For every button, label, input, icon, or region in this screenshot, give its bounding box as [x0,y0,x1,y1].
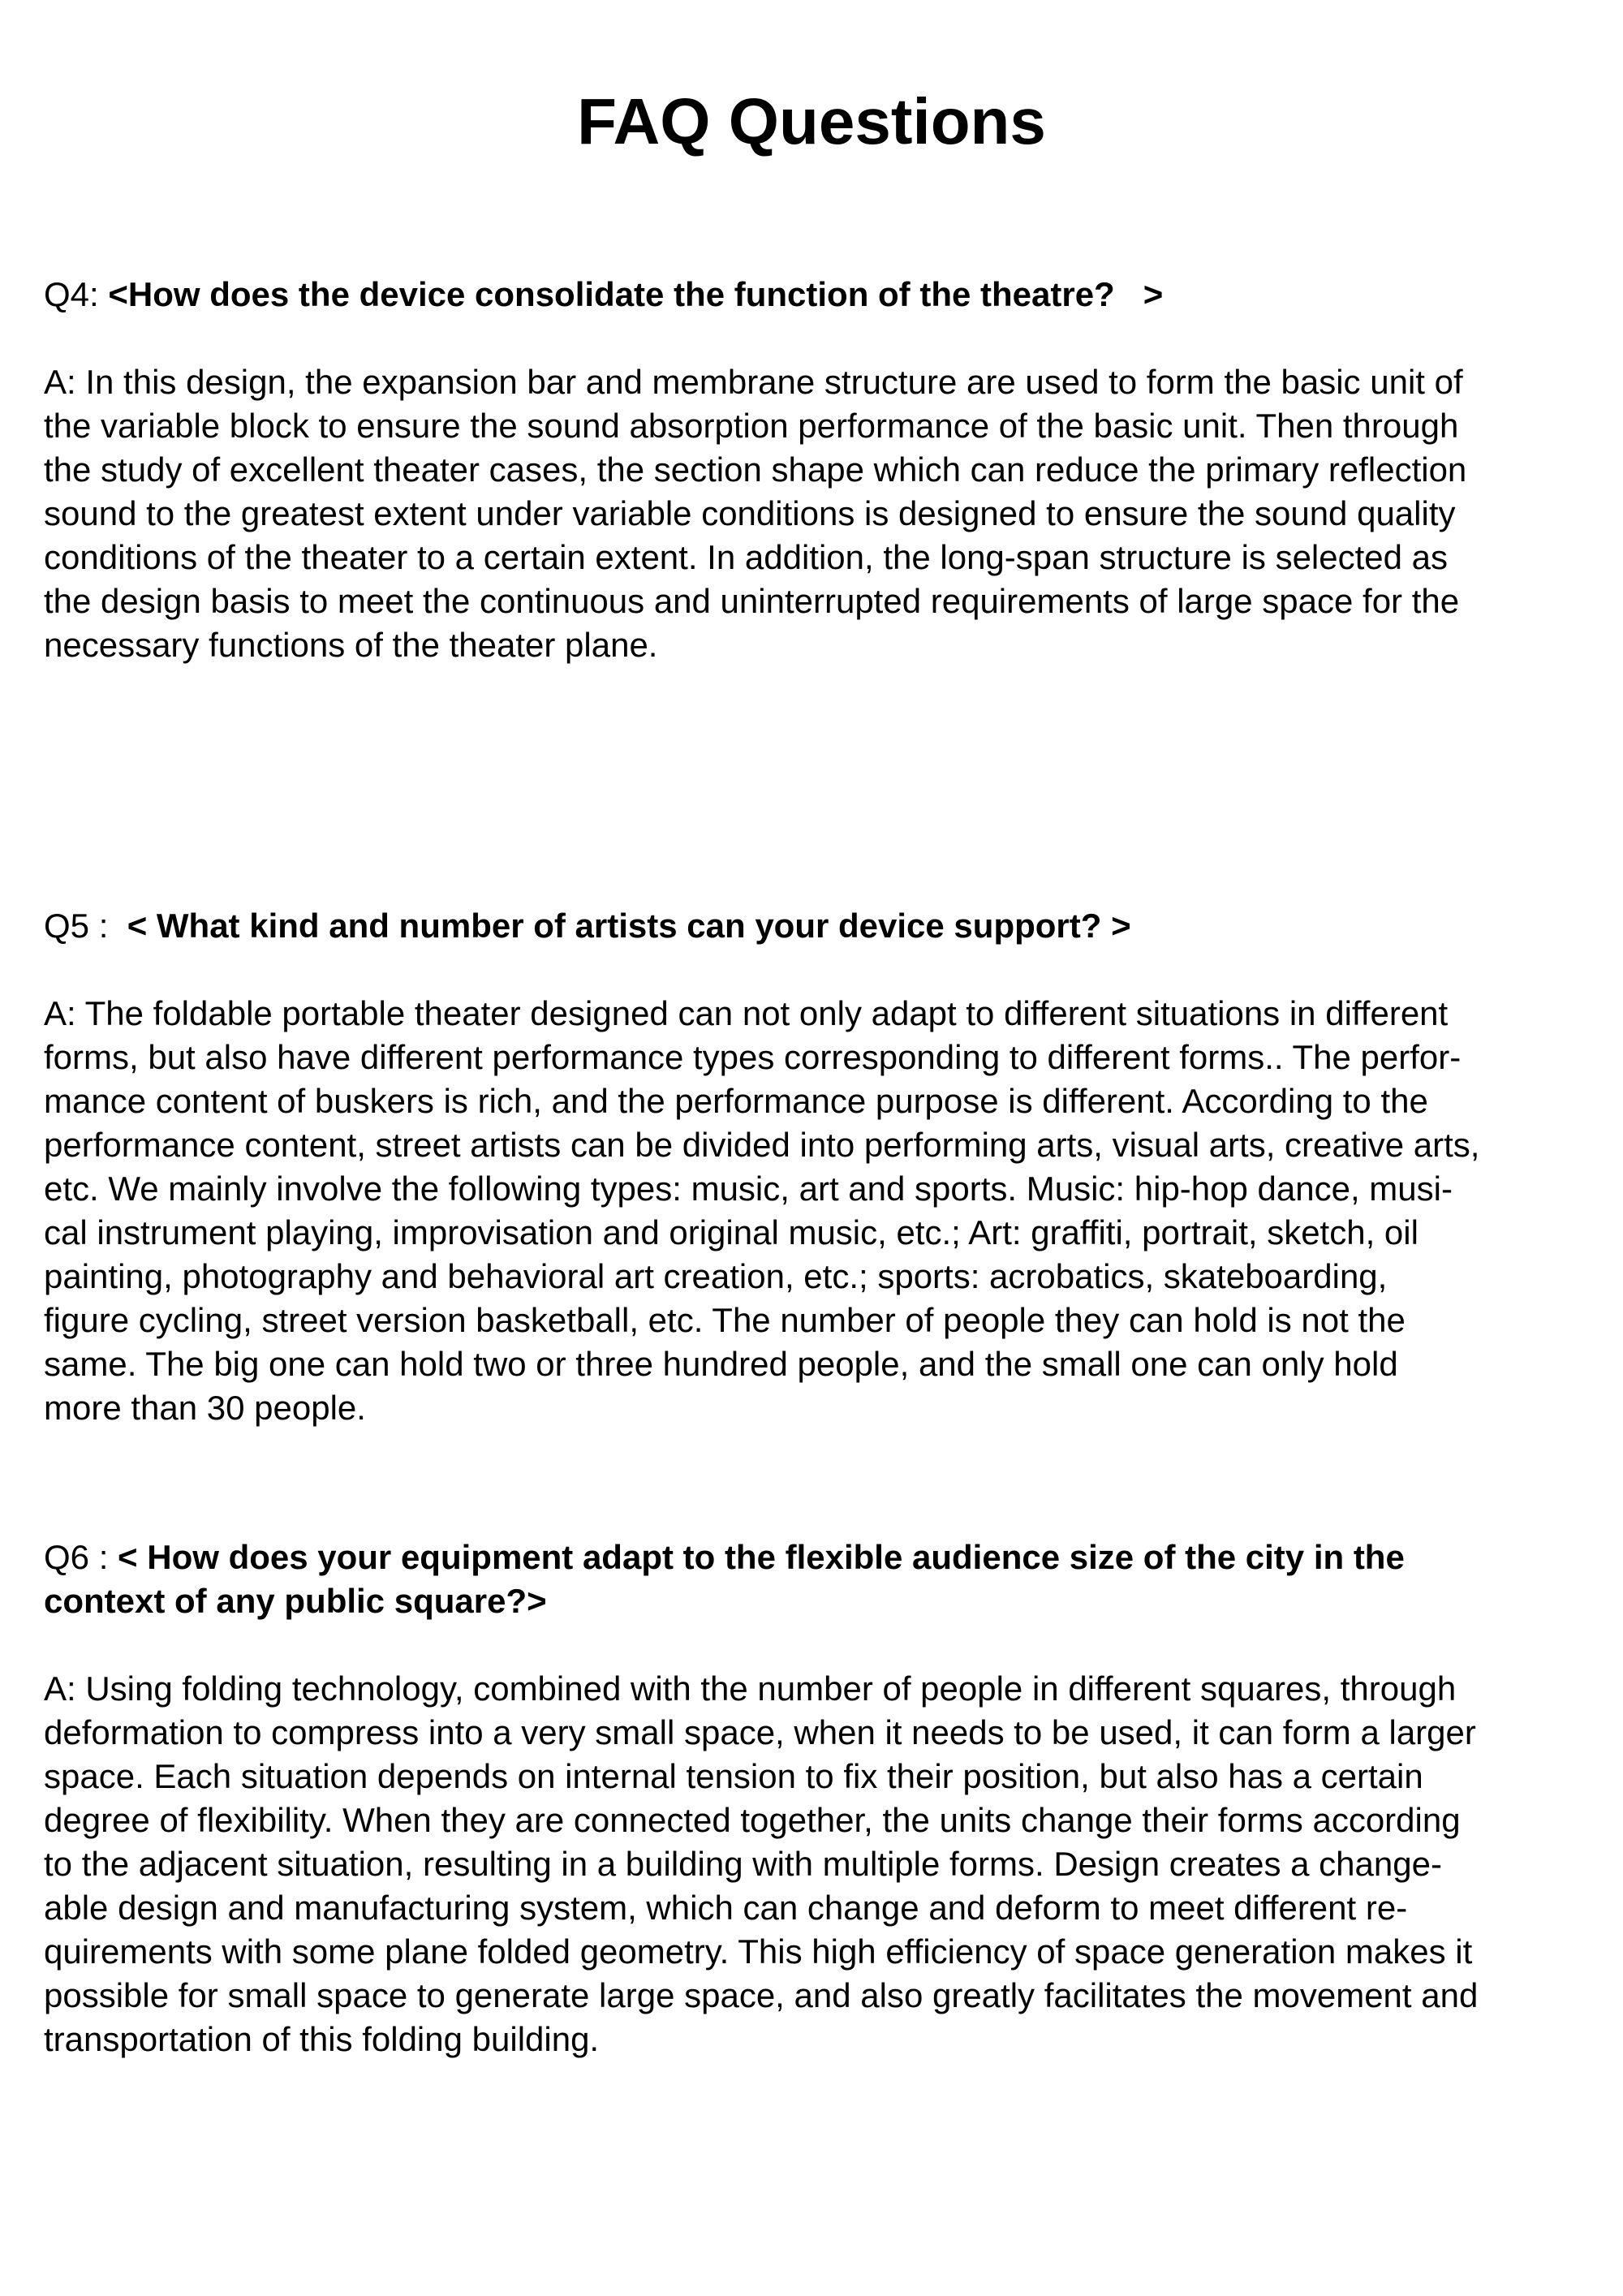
faq-item-q6 [44,1536,1586,2061]
question-q4 [44,273,1586,317]
answer-q5: A: The foldable portable theater designed can not only adapt to different situations in different forms, but also have different performance types corresponding to different forms.. The perfor- mance content of buskers is rich, and the performance purpose is different. According to the performance content, street artists can be divided into performing arts, visual arts, creative arts, etc. We mainly involve the following types: music, art and sports. Music: hip-hop dance, musi- cal instrument playing, improvisation and original music, etc.; Art: graffiti, portrait, sketch, oil painting, photography and behavioral art creation, etc.; sports: acrobatics, skateboarding, figure cycling, street version basketball, etc. The number of people they can hold is not the same. The big one can hold two or three hundred people, and the small one can only hold more than 30 people. [44,994,1480,1427]
question-label: Q6 : [44,1538,118,1576]
question-label: Q5 : [44,907,127,945]
question-text: < What kind and number of artists can your device support? > [127,907,1131,945]
faq-item-q5 [44,904,1586,1430]
question-text: < How does your equipment adapt to the flexible audience size of the city in the context of any public square?> [44,1538,1405,1620]
answer-q4: A: In this design, the expansion bar and membrane structure are used to form the basic unit of the variable block to ensure the sound absorption performance of the basic unit. Then through the study of excellent theater cases, the section shape which can reduce the primary reflection sound to the greatest extent under variable conditions is designed to ensure the sound quality conditions of the theater to a certain extent. In addition, the long-span structure is selected as the design basis to meet the continuous and uninterrupted requirements of large space for the necessary functions of the theater plane. [44,363,1467,664]
question-q5 [44,904,1586,948]
answer-q6: A: Using folding technology, combined with the number of people in different squares, through deformation to compress into a very small space, when it needs to be used, it can form a larger space. Each situation depends on internal tension to fix their position, but also has a certain degree of flexibility. When they are connected together, the units change their forms according to the adjacent situation, resulting in a building with multiple forms. Design creates a change- able design and manufacturing system, which can change and deform to meet different re- quirements with some plane folded geometry. This high efficiency of space generation makes it possible for small space to generate large space, and also greatly facilitates the movement and transportation of this folding building. [44,1669,1479,2058]
faq-item-q4 [44,273,1586,667]
page-title: FAQ Questions [577,85,1046,157]
question-text: <How does the device consolidate the function of the theatre? > [108,275,1164,313]
question-q6 [44,1536,1586,1623]
question-label: Q4: [44,275,109,313]
